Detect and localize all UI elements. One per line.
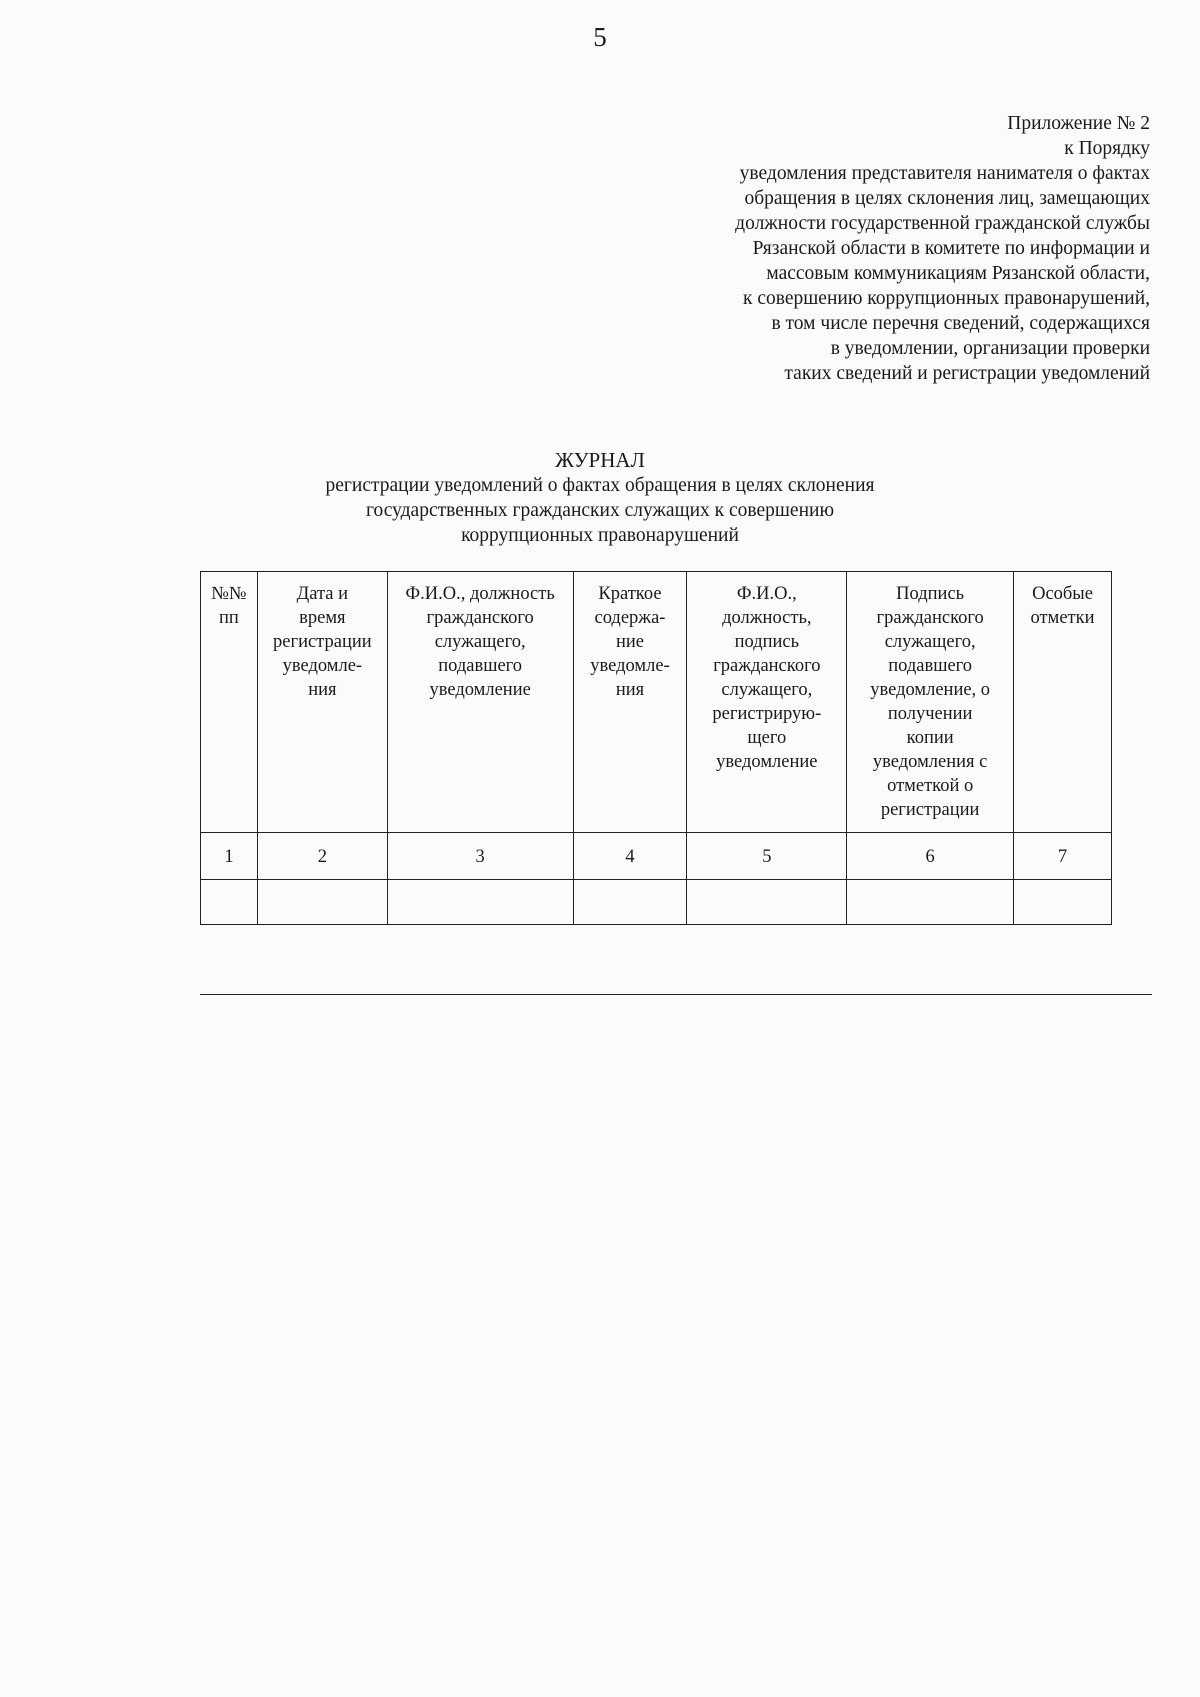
header-label: Ф.И.О., должность, подпись гражданского служащего, регистрирую- щего уведомление xyxy=(712,584,822,772)
header-cell xyxy=(847,572,1014,833)
journal-title: ЖУРНАЛ xyxy=(555,448,645,472)
appendix-line: массовым коммуникациям Рязанской области, xyxy=(766,263,1150,284)
appendix-line: обращения в целях склонения лиц, замещающих xyxy=(744,188,1150,209)
header-cell xyxy=(1014,572,1112,833)
appendix-line: в том числе перечня сведений, содержащихся xyxy=(771,313,1150,334)
empty-cell xyxy=(257,880,387,925)
empty-table-row xyxy=(201,880,1112,925)
column-number-cell: 7 xyxy=(1014,833,1112,880)
column-number-cell: 6 xyxy=(847,833,1014,880)
empty-cell xyxy=(847,880,1014,925)
journal-subtitle-line: государственных гражданских служащих к совершению xyxy=(365,500,835,521)
appendix-line: должности государственной гражданской службы xyxy=(735,213,1150,234)
header-label: №№ пп xyxy=(211,584,247,628)
appendix-line: уведомления представителя нанимателя о фактах xyxy=(739,163,1150,184)
header-cell xyxy=(257,572,387,833)
header-label: Дата и время регистрации уведомле- ния xyxy=(273,584,372,700)
appendix-line: к Порядку xyxy=(1064,138,1150,159)
appendix-line: Рязанской области в комитете по информации и xyxy=(752,238,1150,259)
column-number-row xyxy=(201,833,1112,880)
appendix-line: Приложение № 2 xyxy=(1007,113,1150,134)
bottom-divider xyxy=(200,994,1152,995)
column-number-cell: 3 xyxy=(387,833,573,880)
table-header-row xyxy=(201,572,1112,833)
header-cell xyxy=(687,572,847,833)
column-number-cell: 2 xyxy=(257,833,387,880)
column-number-cell: 5 xyxy=(687,833,847,880)
empty-cell xyxy=(573,880,687,925)
page-number: 5 xyxy=(593,22,607,52)
empty-cell xyxy=(387,880,573,925)
appendix-block xyxy=(590,111,1150,386)
header-label: Особые отметки xyxy=(1030,584,1095,628)
empty-cell xyxy=(201,880,258,925)
header-cell xyxy=(573,572,687,833)
header-label: Ф.И.О., должность гражданского служащего, подавшего уведомление xyxy=(405,584,555,700)
appendix-line: к совершению коррупционных правонарушений, xyxy=(743,288,1150,309)
header-cell xyxy=(387,572,573,833)
column-number-cell: 1 xyxy=(201,833,258,880)
journal-subtitle-line: регистрации уведомлений о фактах обращения в целях склонения xyxy=(325,475,875,496)
empty-cell xyxy=(687,880,847,925)
empty-cell xyxy=(1014,880,1112,925)
appendix-line: в уведомлении, организации проверки xyxy=(830,338,1150,359)
journal-heading xyxy=(200,447,1000,548)
header-label: Подпись гражданского служащего, подавшего уведомление, о получении копии уведомления с отметкой о регистрации xyxy=(870,584,991,820)
journal-subtitle-line: коррупционных правонарушений xyxy=(461,525,739,546)
header-label: Краткое содержа- ние уведомле- ния xyxy=(590,584,670,700)
header-cell xyxy=(201,572,258,833)
journal-table xyxy=(200,571,1112,925)
column-number-cell: 4 xyxy=(573,833,687,880)
appendix-line: таких сведений и регистрации уведомлений xyxy=(784,363,1150,384)
